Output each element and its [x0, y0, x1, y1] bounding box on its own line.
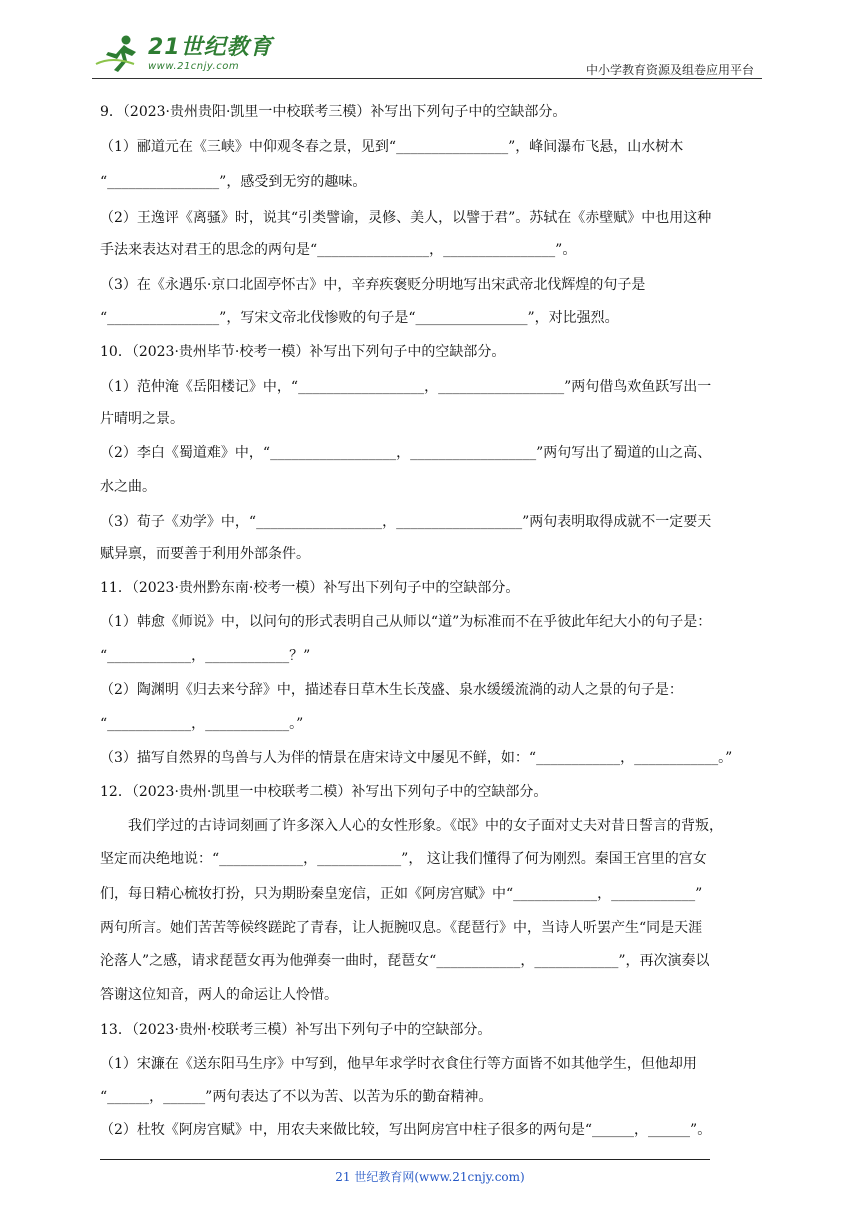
question-12-title: 12．（2023·贵州·凯里一中校联考二模）补写出下列句子中的空缺部分。 — [100, 784, 548, 800]
text-line: （1）郦道元在《三峡》中仰观冬春之景，见到“________________”，峰间瀑布飞悬，山水树木 — [100, 139, 684, 155]
text-line: （3）荀子《劝学》中，“__________________，__________________”两句表明取得成就不一定要天 — [100, 514, 712, 530]
text-line: （2）王逸评《离骚》时，说其“引类譬谕，灵修、美人，以譬于君”。苏轼在《赤壁赋》中也用这种 — [100, 210, 712, 226]
text-line: （1）范仲淹《岳阳楼记》中，“__________________，__________________”两句借鸟欢鱼跃写出一 — [100, 379, 712, 395]
text-line: “____________，____________？” — [100, 648, 311, 664]
text-line: 们，每日精心梳妆打扮，只为期盼秦皇宠信，正如《阿房宫赋》中“____________，____________” — [100, 886, 703, 902]
question-9-title: 9．（2023·贵州贵阳·凯里一中校联考三模）补写出下列句子中的空缺部分。 — [100, 104, 567, 120]
question-10-title: 10．（2023·贵州毕节·校考一模）补写出下列句子中的空缺部分。 — [100, 344, 506, 360]
text-line: （1）宋濂在《送东阳马生序》中写到，他早年求学时衣食住行等方面皆不如其他学生，但他却用 — [100, 1056, 697, 1072]
text-line: “______，______”两句表达了不以为苦、以苦为乐的勤奋精神。 — [100, 1089, 493, 1105]
platform-name: 中小学教育资源及组卷应用平台 — [585, 63, 754, 77]
text-line: “________________”，写宋文帝北伐惨败的句子是“________________”，对比强烈。 — [100, 310, 619, 326]
text-line: “________________”，感受到无穷的趣味。 — [100, 174, 367, 190]
page-header — [92, 30, 762, 78]
text-line: （2）李白《蜀道难》中，“__________________，__________________”两句写出了蜀道的山之高、 — [100, 445, 712, 461]
text-line: （1）韩愈《师说》中，以问句的形式表明自己从师以“道”为标准而不在乎彼此年纪大小的句子是： — [100, 614, 712, 630]
header-divider — [92, 78, 762, 79]
question-13-title: 13．（2023·贵州·校联考三模）补写出下列句子中的空缺部分。 — [100, 1022, 492, 1038]
text-line: 手法来表达对君王的思念的两句是“________________，________________”。 — [100, 242, 577, 258]
text-line: 两句所言。她们苦苦等候终蹉跎了青春，让人扼腕叹息。《琵琶行》中，当诗人听罢产生“同是天涯 — [100, 920, 703, 936]
text-line: 坚定而决绝地说：“____________，____________”， 这让我们懂得了何为刚烈。秦国王宫里的宫女 — [100, 851, 707, 867]
logo — [94, 34, 273, 74]
text-line: （2）杜牧《阿房宫赋》中，用农夫来做比较，写出阿房宫中柱子很多的两句是“______，______”。 — [100, 1122, 712, 1138]
text-line: “____________，____________。” — [100, 716, 304, 732]
logo-url: www.21cnjy.com — [148, 60, 240, 72]
text-line: 答谢这位知音，两人的命运让人怜惜。 — [100, 987, 338, 1003]
text-line: 沦落人”之感，请求琵琶女再为他弹奏一曲时，琵琶女“____________，____________”，再次演奏以 — [100, 953, 710, 969]
footer-link[interactable]: 21 世纪教育网(www.21cnjy.com) — [335, 1170, 525, 1184]
logo-main-text: 21世纪教育 — [148, 34, 273, 60]
text-line: （2）陶渊明《归去来兮辞》中，描述春日草木生长茂盛、泉水缓缓流淌的动人之景的句子是： — [100, 682, 683, 698]
text-line: 赋异禀，而要善于利用外部条件。 — [100, 546, 310, 562]
text-line: 我们学过的古诗词刻画了许多深入人心的女性形象。《氓》中的女子面对丈夫对昔日誓言的背叛， — [128, 818, 723, 834]
text-line: 片晴明之景。 — [100, 411, 184, 427]
text-line: 水之曲。 — [100, 479, 156, 495]
footer-divider — [100, 1159, 710, 1160]
text-line: （3）在《永遇乐·京口北固亭怀古》中，辛弃疾褒贬分明地写出宋武帝北伐辉煌的句子是 — [100, 277, 646, 293]
question-11-title: 11．（2023·贵州黔东南·校考一模）补写出下列句子中的空缺部分。 — [100, 580, 520, 596]
text-line: （3）描写自然界的鸟兽与人为伴的情景在唐宋诗文中屡见不鲜，如：“____________，____________。” — [100, 750, 733, 766]
runner-logo-icon — [94, 34, 144, 74]
